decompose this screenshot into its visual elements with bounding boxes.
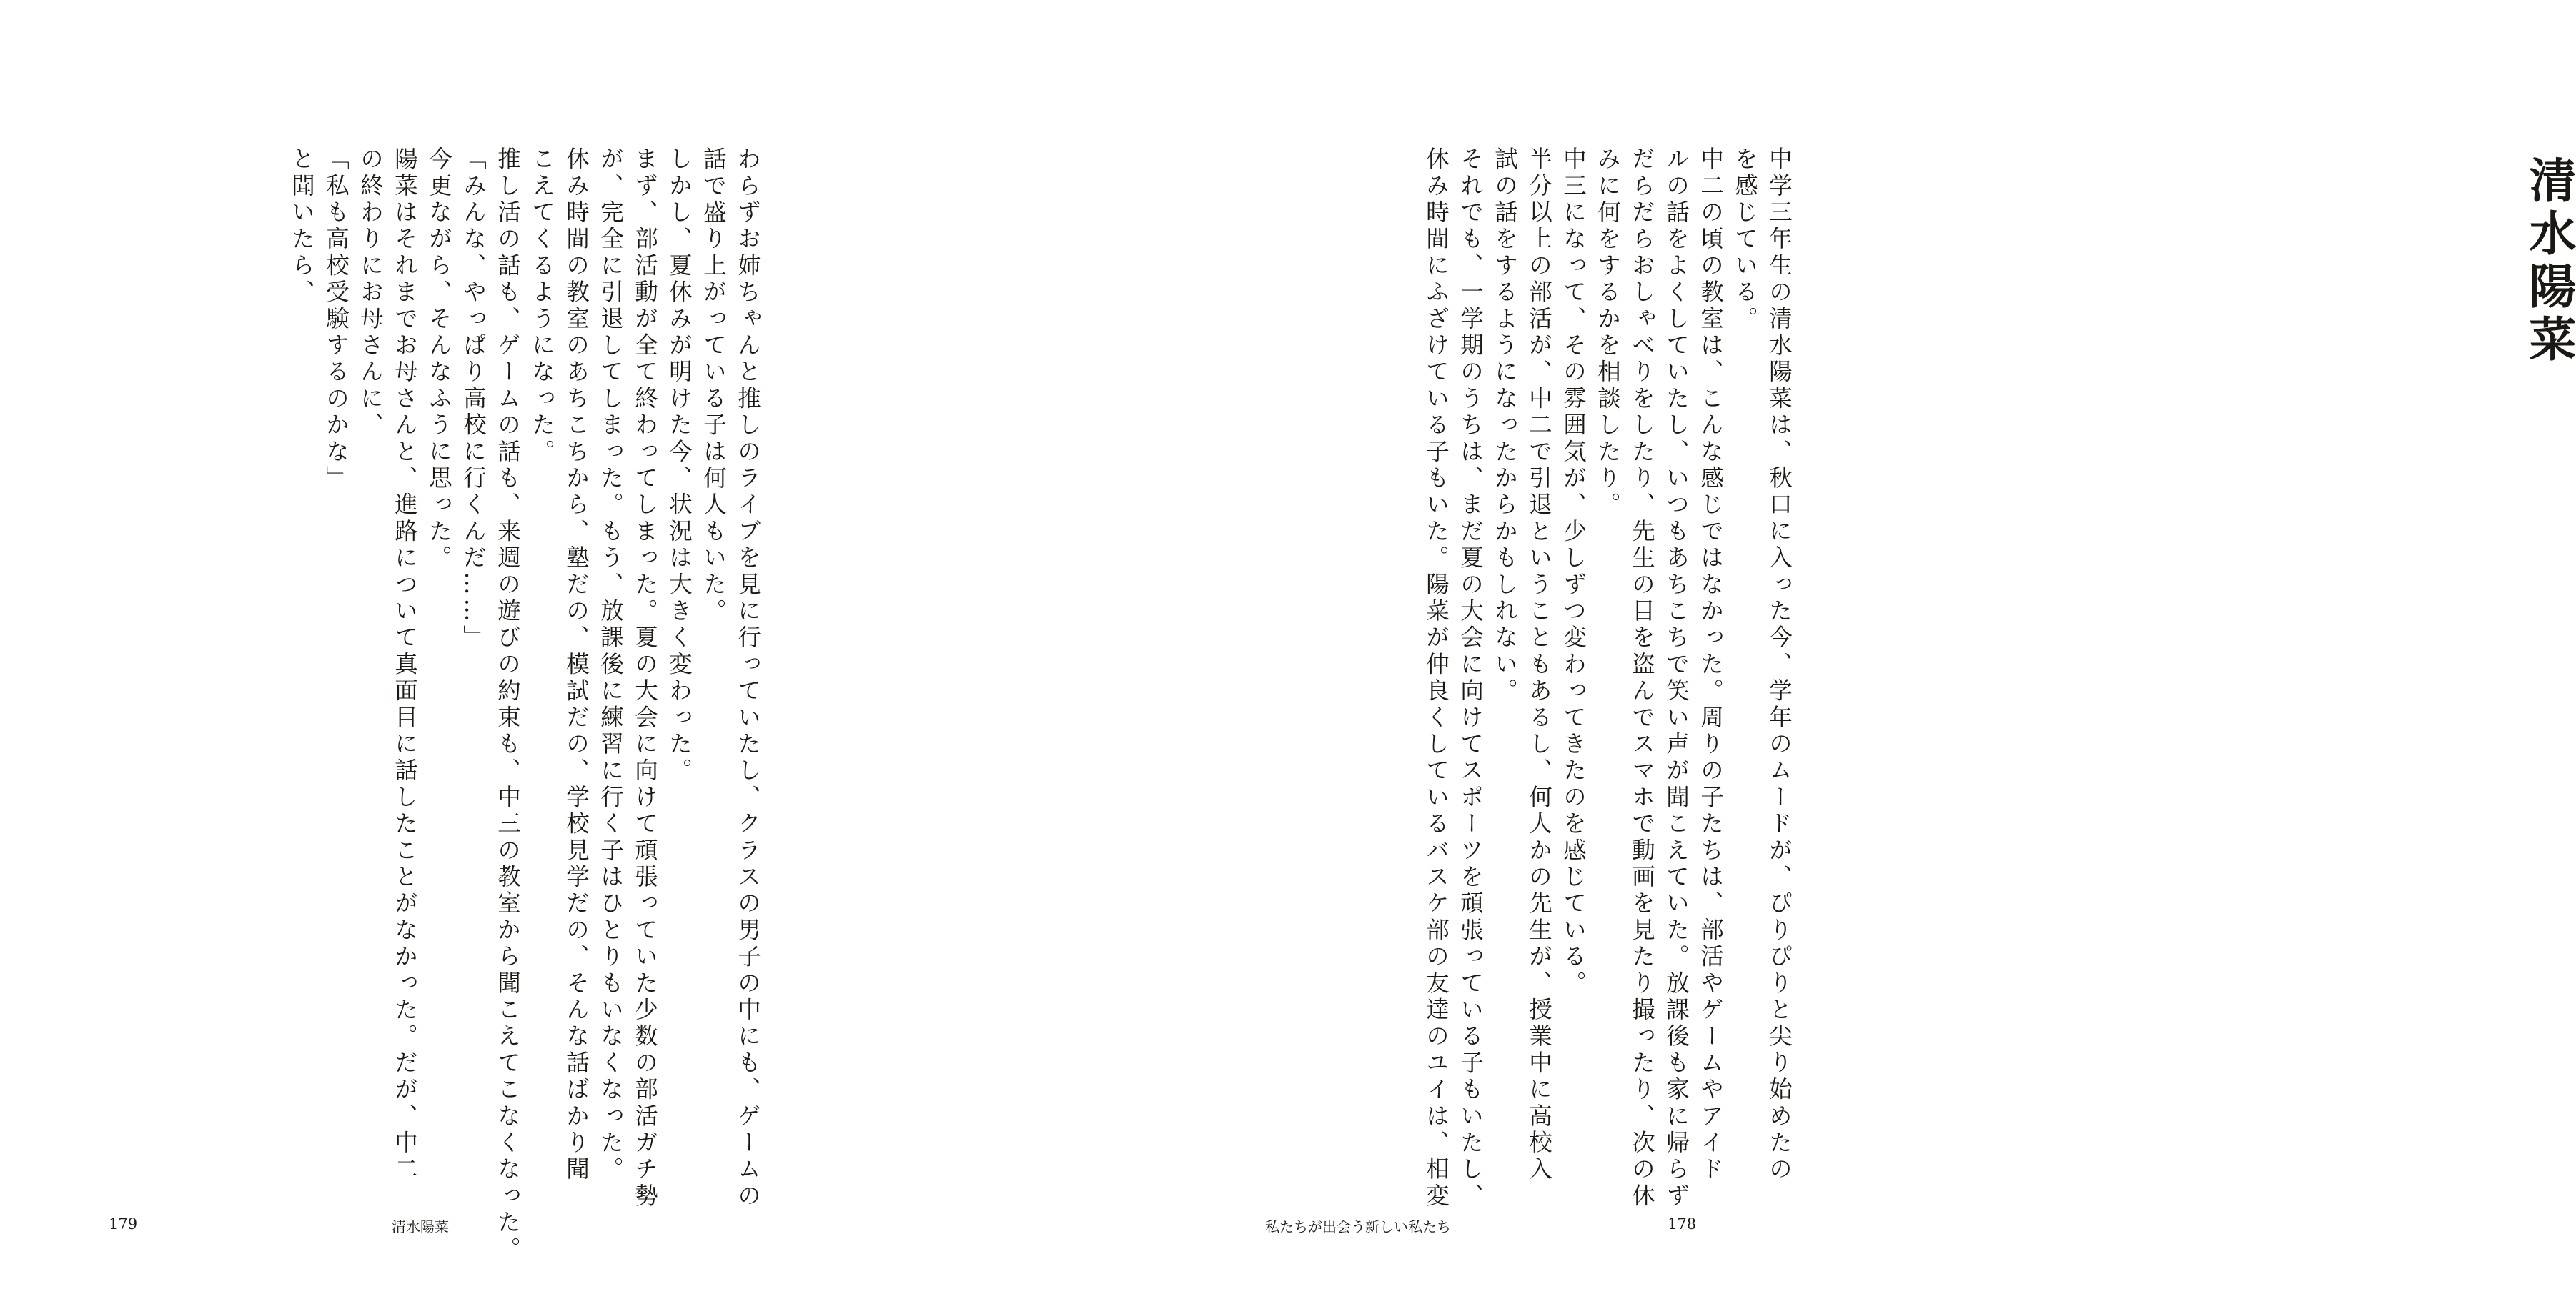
body-line: の終わりにお母さんに、: [357, 146, 385, 439]
body-line: まず、部活動が全て終わってしまった。夏の大会に向けて頑張っていた少数の部活ガチ勢: [631, 146, 659, 1210]
body-line: 推し活の話も、ゲームの話も、来週の遊びの約束も、中三の教室から聞こえてこなくなった。: [494, 146, 522, 1263]
left-page: [0, 0, 893, 1314]
body-line: 中三になって、その雰囲気が、少しずつ変わってきたのを感じている。: [1560, 146, 1587, 997]
page-number: 179: [109, 1215, 138, 1233]
body-line: わらずお姉ちゃんと推しのライブを見に行っていたし、クラスの男子の中にも、ゲームの: [734, 146, 762, 1210]
body-line: だらだらおしゃべりをしたり、先生の目を盗んでスマホで動画を見たり撮ったり、次の休: [1628, 146, 1656, 1210]
body-line: 試の話をするようになったからかもしれない。: [1491, 146, 1519, 705]
body-line: ルの話をよくしていたし、いつもあちこちで笑い声が聞こえていた。放課後も家に帰らず: [1663, 146, 1690, 1210]
body-line: 中二の頃の教室は、こんな感じではなかった。周りの子たちは、部活やゲームやアイド: [1697, 146, 1725, 1183]
body-line: こえてくるようになった。: [528, 146, 556, 466]
body-line: 今更ながら、そんなふうに思った。: [425, 146, 453, 572]
body-line: 中学三年生の清水陽菜は、秋口に入った今、学年のムードが、ぴりぴりと尖り始めたの: [1765, 146, 1793, 1183]
body-line: それでも、一学期のうちは、まだ夏の大会に向けてスポーツを頑張っている子もいたし、: [1457, 146, 1485, 1210]
body-line: 話で盛り上がっている子は何人もいた。: [700, 146, 728, 625]
page-number: 178: [1668, 1215, 1697, 1233]
body-line: と聞いたら、: [288, 146, 316, 307]
body-line: 陽菜はそれまでお母さんと、進路について真面目に話したことがなかった。だが、中二: [391, 146, 419, 1183]
body-line: が、完全に引退してしまった。もう、放課後に練習に行く子はひとりもいなくなった。: [597, 146, 625, 1183]
body-line: しかし、夏休みが明けた今、状況は大きく変わった。: [665, 146, 693, 785]
body-line: 「みんな、やっぱり高校に行くんだ……」: [460, 146, 487, 652]
body-line: 休み時間にふざけている子もいた。陽菜が仲良くしているバスケ部の友達のユイは、相変: [1422, 146, 1450, 1210]
right-page: [893, 0, 2576, 1314]
running-header: 私たちが出会う新しい私たち: [1265, 1218, 1451, 1235]
body-line: 休み時間の教室のあちこちから、塾だの、模試だの、学校見学だの、そんな話ばかり聞: [563, 146, 590, 1183]
body-line: を感じている。: [1731, 146, 1759, 333]
body-line: 「私も高校受験するのかな」: [322, 146, 350, 492]
body-line: 半分以上の部活が、中二で引退ということもあるし、何人かの先生が、授業中に高校入: [1525, 146, 1553, 1183]
chapter-title: 清水陽菜: [2521, 156, 2576, 367]
body-line: みに何をするかを相談したり。: [1594, 146, 1622, 519]
running-header: 清水陽菜: [392, 1218, 449, 1235]
